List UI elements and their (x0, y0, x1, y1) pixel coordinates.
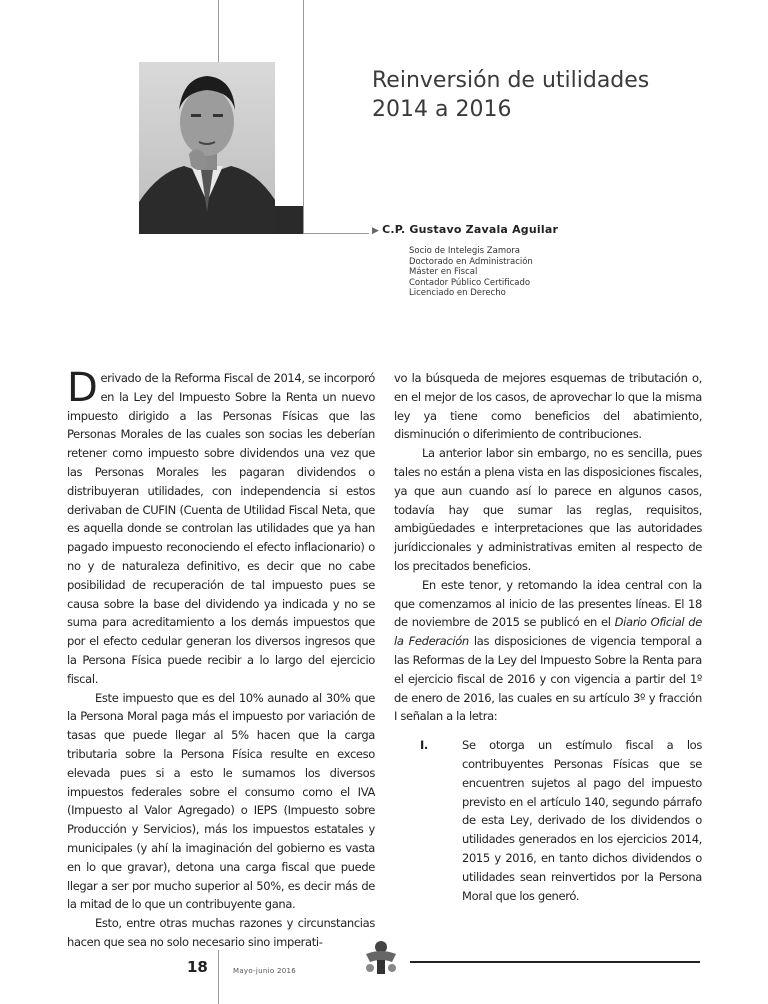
paragraph-4: vo la búsqueda de mejores esquemas de tributación o, en el mejor de los casos, de aprovechar lo que la misma ley ya tiene como beneficios del abatimiento, disminución o diferimiento de contribuciones. (394, 371, 702, 442)
paragraph-1 (67, 365, 375, 689)
credential-item: Contador Público Certificado (409, 277, 531, 288)
credential-item: Máster en Fiscal (409, 267, 478, 277)
paragraph-2: Este impuesto que es del 10% aunado al 30% que la Persona Moral paga más el impuesto por variación de tasas que puede llegar al 5% hacen que la carga tributaria sobre la Persona Física resulte en exceso elevada pues si a esto le sumamos los diversos impuestos federales sobre el consumo como el IVA (Impuesto al Valor Agregado) o IEPS (Impuesto sobre Producción y Servicios), más los impuestos estatales y municipales (y ahí la imaginación del gobierno es vasta en lo que gravar), detona una carga fiscal que puede llegar a ser por mucho superior al 50%, es decir más de la mitad de lo que un contribuyente gana. (67, 690, 375, 912)
author-credentials (409, 246, 533, 299)
item-text: Se otorga un estímulo fiscal a los contribuyentes Personas Físicas que se encuentren sujetos al pago del impuesto previsto en el artículo 140, segundo párrafo de esta Ley, derivado de los dividendos o utilidades generados en los ejercicios 2014, 2015 y 2016, en tanto dichos dividendos o utilidades sean reinvertidos por la Persona Moral que los generó. (462, 738, 702, 903)
page-number: 18 (187, 958, 208, 976)
numbered-item (394, 736, 702, 905)
paragraph-1-text: erivado de la Reforma Fiscal de 2014, se incorporó en la Ley del Impuesto Sobre la Renta un nuevo impuesto dirigido a las Personas Físicas que las Personas Morales de las cuales son socias les deberían retener como impuesto sobre dividendos una vez que las Personas Morales les pagaran dividendos o distribuyeran utilidades, con independencia si estos derivaban de CUFIN (Cuenta de Utilidad Fiscal Neta, que es aquella donde se controlan las utilidades que ya han pagado impuesto reconociendo el efecto inflacionario) o no y de naturaleza definitivo, es decir que no cabe posibilidad de recuperación de tal impuesto pues se causa sobre la base del dividendo ya indicada y no se suma para acreditamiento a los demás impuestos que por el efecto cedular generan los diversos ingresos que la Persona Física puede recibir a lo largo del ejercicio fiscal. (67, 371, 375, 686)
photo-accent-block (275, 206, 303, 234)
item-number: I. (420, 738, 428, 753)
paragraph-5: La anterior labor sin embargo, no es sencilla, pues tales no están a plena vista en las disposiciones fiscales, ya que aun cuando así lo parece en algunos casos, todavía hay que sumar las reglas, requisitos, ambigüedades e interpretaciones que las autoridades jurídiccionales y administrativas emiten al respecto de los precitados beneficios. (394, 446, 702, 573)
footer-vertical-rule (218, 950, 219, 1004)
credential-item: Socio de Intelegis Zamora (409, 246, 521, 256)
body-column-right (394, 369, 702, 905)
paragraph-6: En este tenor, y retomando la idea central con la que comenzamos al inicio de las presentes líneas. El 18 de noviembre de 2015 se publicó en el Diario Oficial de la Federación las disposiciones de vigencia temporal a las Reformas de la Ley del Impuesto Sobre la Renta para el ejercicio fiscal de 2016 y con vigencia a partir del 1º de enero de 2016, las cuales en su artículo 3º y fracción I señalan a la letra: (394, 577, 703, 724)
article-title (372, 66, 732, 124)
triangle-right-icon: ▶ (372, 226, 380, 236)
title-line-1: Reinversión de utilidades (372, 68, 650, 93)
author-rule (303, 233, 369, 234)
credential-item: Licenciado en Derecho (409, 288, 506, 298)
body-column-left (67, 365, 375, 952)
drop-cap: D (67, 365, 98, 411)
magazine-logo-icon (360, 938, 402, 978)
footer-rule (410, 961, 700, 963)
author-name (372, 223, 558, 236)
title-line-2: 2014 a 2016 (372, 97, 512, 122)
top-vertical-rule (218, 0, 219, 62)
publication-name: Diario Oficial de la Federación (394, 615, 702, 649)
author-photo (139, 62, 275, 234)
paragraph-3: Esto, entre otras muchas razones y circunstancias hacen que sea no solo necesario sino imperati- (67, 916, 375, 949)
author-name-text: C.P. Gustavo Zavala Aguilar (382, 223, 559, 236)
right-vertical-rule (303, 0, 304, 234)
issue-date: Mayo-junio 2016 (233, 967, 296, 975)
credential-item: Doctorado en Administración (409, 256, 533, 267)
